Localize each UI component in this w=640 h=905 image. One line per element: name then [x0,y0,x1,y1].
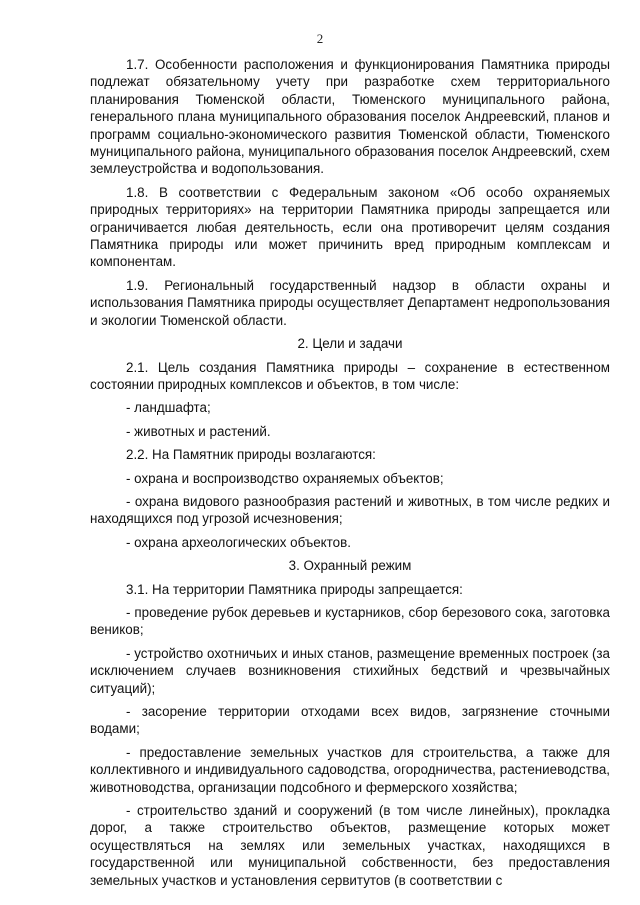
paragraph-2-2: 2.2. На Памятник природы возлагаются: [126,447,376,463]
list-item: - устройство охотничьих и иных станов, размещение временных построек (за исключением случаев возникновения стихийных бедствий и чрезвычайных ситуаций); [90,645,610,696]
list-item: - засорение территории отходами всех видов, загрязнение сточными водами; [90,704,610,737]
paragraph-3-1: 3.1. На территории Памятника природы запрещается: [126,581,463,597]
list-item: - строительство зданий и сооружений (в том числе линейных), прокладка дорог, а также строительство объектов, размещение которых может осуществляться на землях или земельных участках, находящихся в государственной или муниципальной собственности, без предоставления земельных участков и установления сервитутов (в соответствии с [90,803,610,888]
list-item: - проведение рубок деревьев и кустарников, сбор березового сока, заготовка веников; [90,604,610,638]
list-item: - охрана археологических объектов. [126,534,351,550]
page-number: 2 [316,31,324,46]
section-heading-2: 2. Цели и задачи [297,336,403,352]
section-heading-3: 3. Охранный режим [288,558,412,574]
paragraph-1-9: 1.9. Региональный государственный надзор в области охраны и использования Памятника природы осуществляет Департамент недропользования и экологии Тюменской области. [90,277,610,328]
paragraph-1-7: 1.7. Особенности расположения и функционирования Памятника природы подлежат обязательному учету при разработке схем территориального планирования Тюменской области, Тюменского муниципального района, генерального плана муниципального образования поселок Андреевский, планов и программ социально-экономического развития Тюменской области, Тюменского муниципального района, муниципального образования поселок Андреевский, схем землеустройства и водопользования. [90,57,610,177]
list-item: - предоставление земельных участков для строительства, а также для коллективного и индивидуального садоводства, огородничества, растениеводства, животноводства, организации подсобного и фермерского хозяйства; [90,744,610,795]
list-item: - животных и растений. [126,423,271,439]
document-body [90,56,610,895]
list-item: - охрана видового разнообразия растений и животных, в том числе редких и находящихся под угрозой исчезновения; [90,493,610,527]
list-item: - охрана и воспроизводство охраняемых объектов; [126,470,444,486]
paragraph-1-8: 1.8. В соответствии с Федеральным законом «Об особо охраняемых природных территориях» на территории Памятника природы запрещается или ограничивается любая деятельность, если она противоречит целям создания Памятника природы или может причинить вред природным комплексам и компонентам. [90,184,610,270]
list-item: - ландшафта; [126,400,211,416]
paragraph-2-1: 2.1. Цель создания Памятника природы – сохранение в естественном состоянии природных комплексов и объектов, в том числе: [90,359,610,392]
